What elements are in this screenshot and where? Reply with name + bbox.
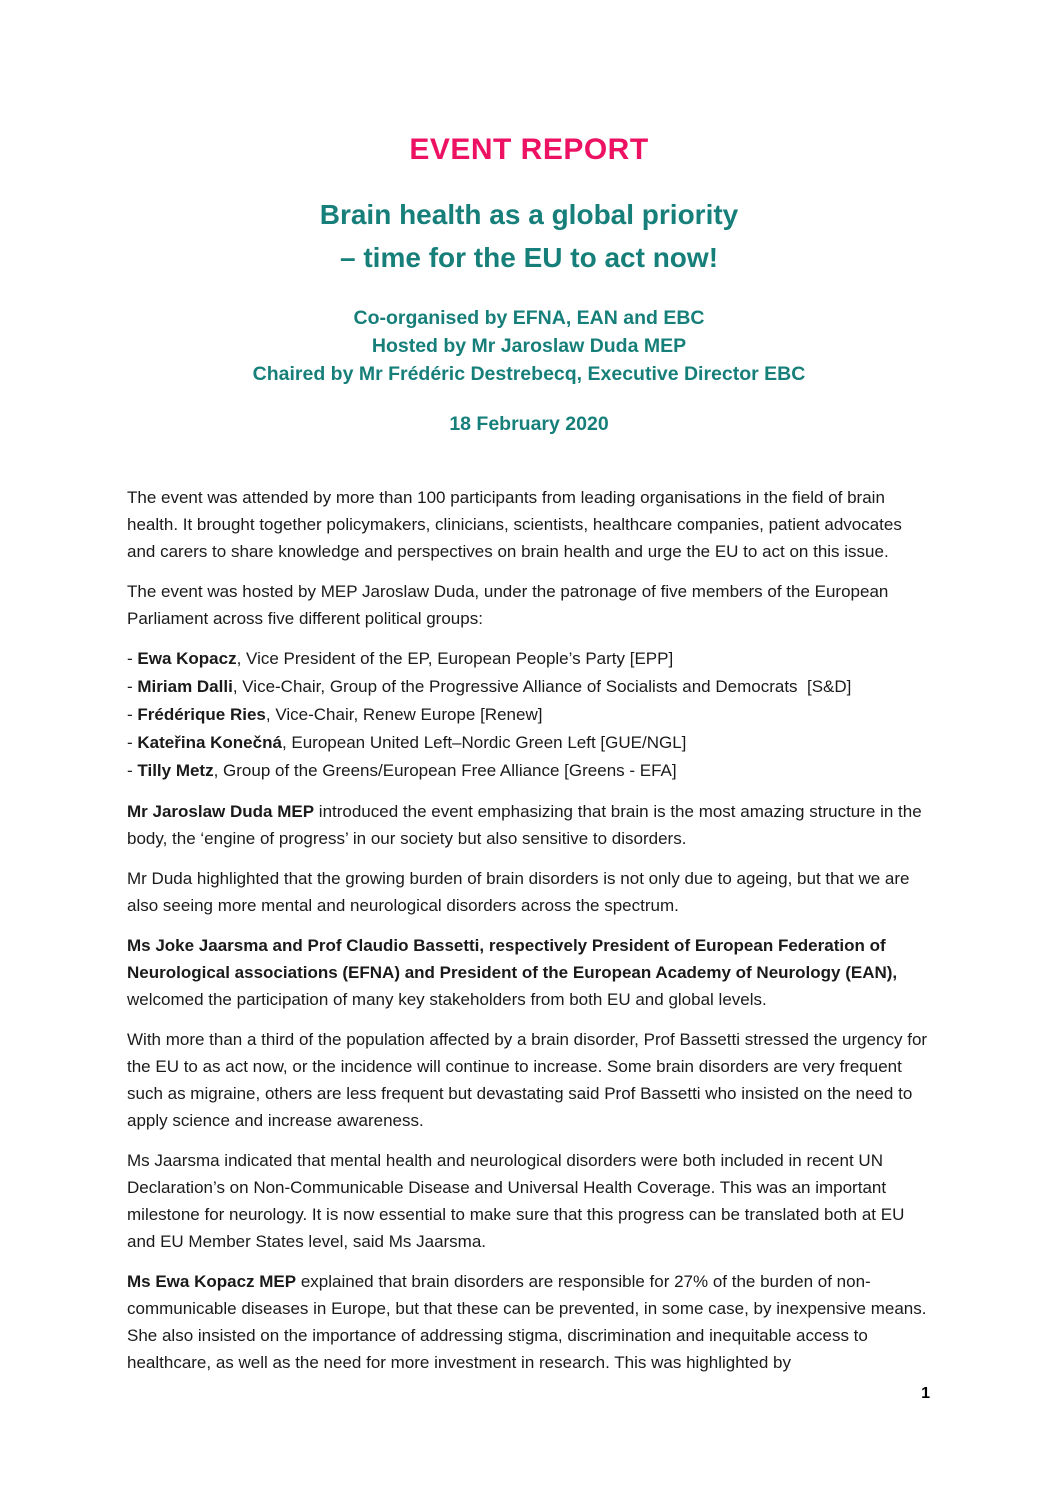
event-title-line-1: Brain health as a global priority — [319, 199, 739, 230]
speaker-name: Ms Joke Jaarsma and Prof Claudio Bassetti, respectively President of European Federation of Neurological associations (EFNA) and President of the European Academy of Neurology (EAN), — [127, 936, 898, 982]
mep-name: Frédérique Ries — [137, 705, 266, 724]
mep-name: Miriam Dalli — [137, 677, 233, 696]
host-line: Hosted by Mr Jaroslaw Duda MEP — [371, 335, 687, 357]
mep-name: Kateřina Konečná — [137, 733, 282, 752]
chair-line: Chaired by Mr Frédéric Destrebecq, Executive Director EBC — [252, 363, 806, 385]
list-item: - Miriam Dalli, Vice-Chair, Group of the Progressive Alliance of Socialists and Democrats [S&D] — [127, 677, 852, 696]
event-date: 18 February 2020 — [449, 413, 609, 435]
list-item: - Frédérique Ries, Vice-Chair, Renew Europe [Renew] — [127, 705, 543, 724]
list-item: - Kateřina Konečná, European United Left–Nordic Green Left [GUE/NGL] — [127, 733, 687, 752]
list-item: - Tilly Metz, Group of the Greens/European Free Alliance [Greens - EFA] — [127, 761, 677, 780]
paragraph-duda-highlight: Mr Duda highlighted that the growing burden of brain disorders is not only due to ageing, but that we are also seeing more mental and neurological disorders across the spectrum. — [127, 869, 910, 915]
document-content — [0, 134, 1058, 1376]
event-title — [127, 193, 931, 279]
paragraph-patronage: The event was hosted by MEP Jaroslaw Duda, under the patronage of five members of the European Parliament across five different political groups: — [127, 582, 889, 628]
organisers-line: Co-organised by EFNA, EAN and EBC — [353, 307, 705, 329]
paragraph-bassetti-urgency: With more than a third of the population affected by a brain disorder, Prof Bassetti stressed the urgency for the EU to as act now, or the incidence will continue to increase. Some brain disorders are very frequent such as migraine, others are less frequent but devastating said Prof Bassetti who insisted on the need to apply science and increase awareness. — [127, 1030, 928, 1130]
speaker-name: Mr Jaroslaw Duda MEP — [127, 802, 315, 821]
paragraph-jaarsma-bassetti: Ms Joke Jaarsma and Prof Claudio Bassetti, respectively President of European Federation of Neurological associations (EFNA) and President of the European Academy of Neurology (EAN), welcomed the participation of many key stakeholders from both EU and global levels. — [127, 936, 898, 1009]
report-title: EVENT REPORT — [409, 133, 649, 166]
event-subheader — [127, 304, 931, 388]
paragraph-duda-intro: Mr Jaroslaw Duda MEP introduced the event emphasizing that brain is the most amazing structure in the body, the ‘engine of progress’ in our society but also sensitive to disorders. — [127, 802, 922, 848]
mep-patron-list — [127, 645, 931, 785]
list-item: - Ewa Kopacz, Vice President of the EP, European People’s Party [EPP] — [127, 649, 674, 668]
paragraph-attendance: The event was attended by more than 100 participants from leading organisations in the field of brain health. It brought together policymakers, clinicians, scientists, healthcare companies, patient advocates and carers to share knowledge and perspectives on brain health and urge the EU to act on this issue. — [127, 488, 902, 561]
page-number: 1 — [921, 1385, 930, 1402]
mep-name: Ewa Kopacz — [137, 649, 237, 668]
paragraph-kopacz: Ms Ewa Kopacz MEP explained that brain disorders are responsible for 27% of the burden of non-communicable diseases in Europe, but that these can be prevented, in some case, by inexpensive means. She also insisted on the importance of addressing stigma, discrimination and inequitable access to healthcare, as well as the need for more investment in research. This was highlighted by — [127, 1272, 927, 1372]
paragraph-jaarsma-un: Ms Jaarsma indicated that mental health and neurological disorders were both included in recent UN Declaration’s on Non-Communicable Disease and Universal Health Coverage. This was an important milestone for neurology. It is now essential to make sure that this progress can be translated both at EU and EU Member States level, said Ms Jaarsma. — [127, 1151, 905, 1251]
report-body — [127, 484, 931, 1376]
mep-name: Tilly Metz — [137, 761, 214, 780]
event-title-line-2: – time for the EU to act now! — [339, 242, 719, 273]
speaker-name: Ms Ewa Kopacz MEP — [127, 1272, 297, 1291]
